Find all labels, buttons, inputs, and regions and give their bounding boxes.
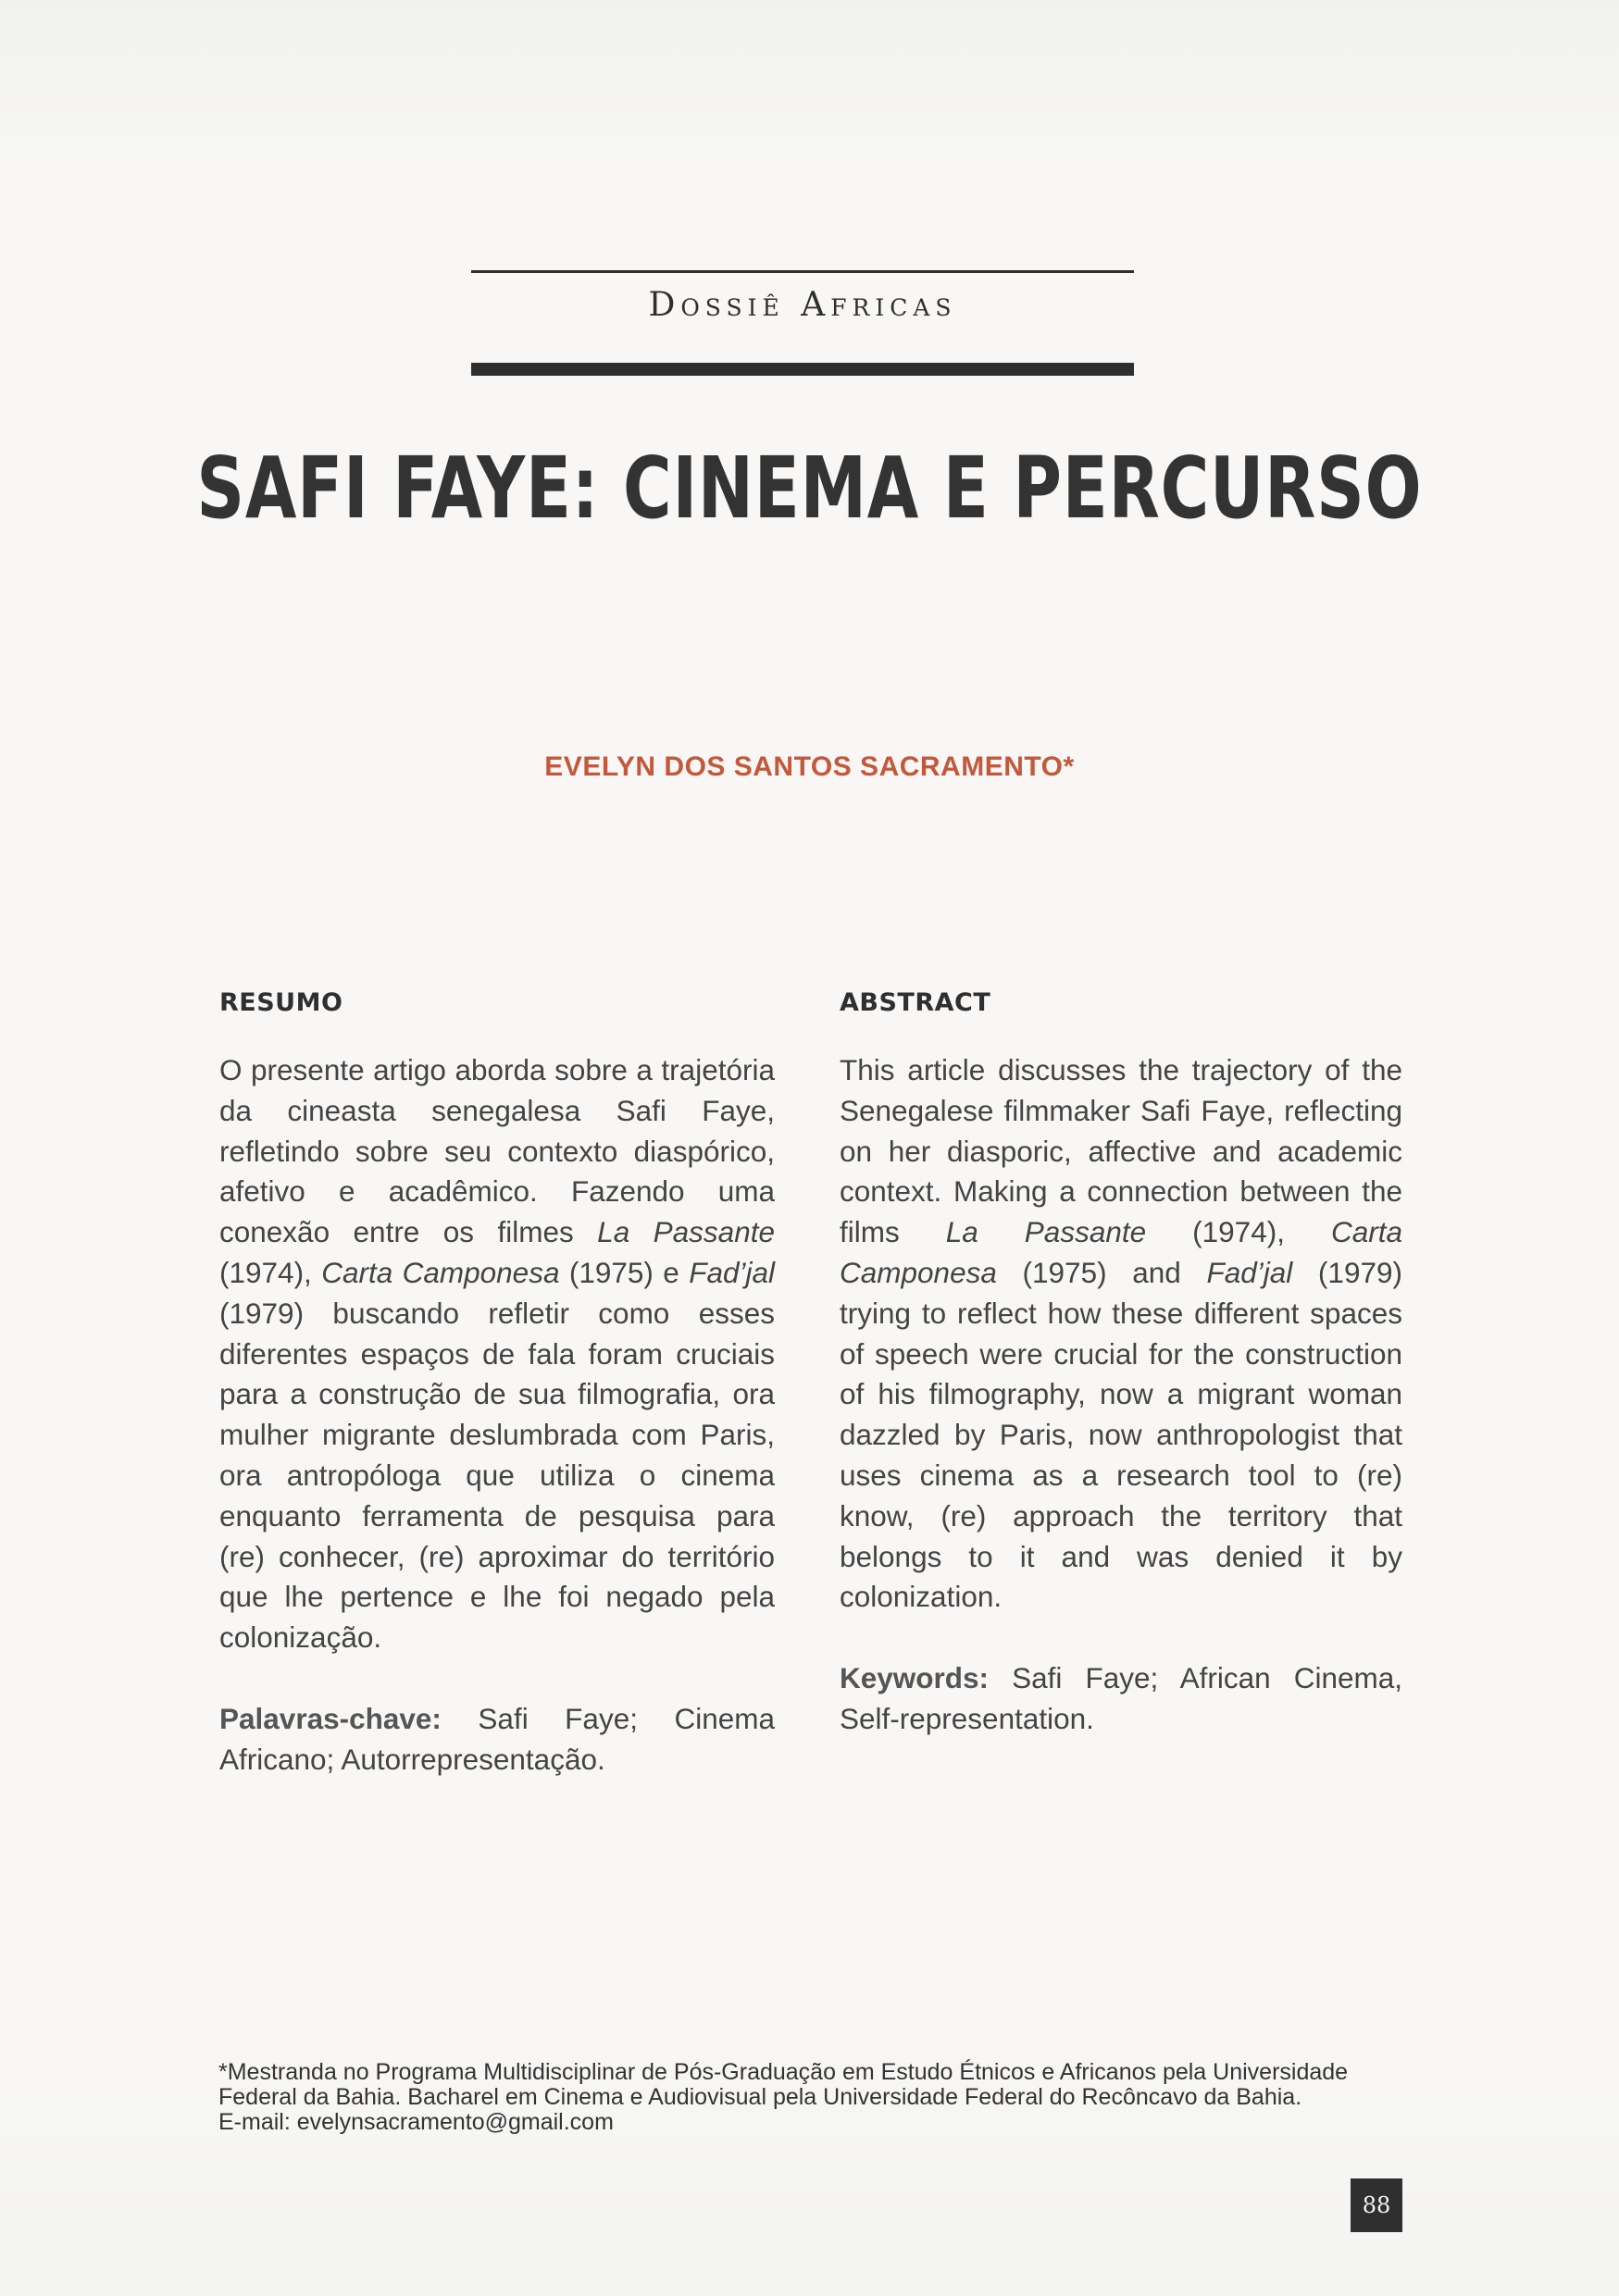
- author-footnote: [218, 2060, 1403, 2135]
- abstract-body: This article discusses the trajectory of the Senegalese filmmaker Safi Faye, reflecting on her diasporic, affective and academic context. Making a connection between the films La Passante (1974), Carta Camponesa (1975) and Fad’jal (1979) trying to reflect how these different spaces of speech were crucial for the construction of his filmography, now a migrant woman dazzled by Paris, now anthropologist that uses cinema as a research tool to (re) know, (re) approach the territory that belongs to it and was denied it by colonization.: [840, 1053, 1402, 1614]
- abstract-keywords: [840, 1658, 1402, 1740]
- keywords-text: Safi Faye; Cinema Africano; Autorrepresentação.: [219, 1701, 775, 1776]
- keywords-label: Palavras-chave:: [219, 1701, 442, 1735]
- resumo-body: O presente artigo aborda sobre a trajetória da cineasta senegalesa Safi Faye, refletindo sobre seu contexto diaspórico, afetivo e acadêmico. Fazendo uma conexão entre os filmes La Passante (1974), Carta Camponesa (1975) e Fad’jal (1979) buscando refletir como esses diferentes espaços de fala foram cruciais para a construção de sua filmografia, ora mulher migrante deslumbrada com Paris, ora antropóloga que utiliza o cinema enquanto ferramenta de pesquisa para (re) conhecer, (re) aproximar do território que lhe pertence e lhe foi negado pela colonização.: [219, 1053, 775, 1655]
- section-divider-bar: [471, 363, 1134, 376]
- resumo-heading: RESUMO: [219, 988, 343, 1017]
- section-header: [471, 270, 1134, 327]
- film-title: Fad’jal: [689, 1255, 775, 1289]
- article-author: EVELYN DOS SANTOS SACRAMENTO*: [544, 751, 1075, 782]
- abstract-heading: ABSTRACT: [840, 988, 991, 1017]
- resumo-keywords: [219, 1699, 775, 1781]
- abstract-column: [840, 986, 1402, 1740]
- page-number: 88: [1351, 2178, 1402, 2232]
- resumo-column: [219, 986, 775, 1781]
- film-title: La Passante: [597, 1215, 775, 1249]
- section-label: Dossiê Africas: [648, 286, 957, 324]
- footnote-email: E-mail: evelynsacramento@gmail.com: [218, 2109, 614, 2135]
- film-title: Carta Camponesa: [321, 1255, 560, 1289]
- film-title: Carta Camponesa: [840, 1215, 1402, 1289]
- footnote-affiliation: *Mestranda no Programa Multidisciplinar de Pós-Graduação em Estudo Étnicos e Africanos pela Universidade Federal da Bahia. Bacharel em Cinema e Audiovisual pela Universidade Federal do Recôncavo da Bahia.: [218, 2059, 1349, 2110]
- article-title: SAFI FAYE: CINEMA E PERCURSO: [196, 439, 1423, 538]
- keywords-text: Safi Faye; African Cinema, Self-representation.: [840, 1661, 1402, 1735]
- film-title: La Passante: [945, 1215, 1147, 1249]
- keywords-label: Keywords:: [840, 1661, 990, 1695]
- film-title: Fad’jal: [1206, 1255, 1293, 1289]
